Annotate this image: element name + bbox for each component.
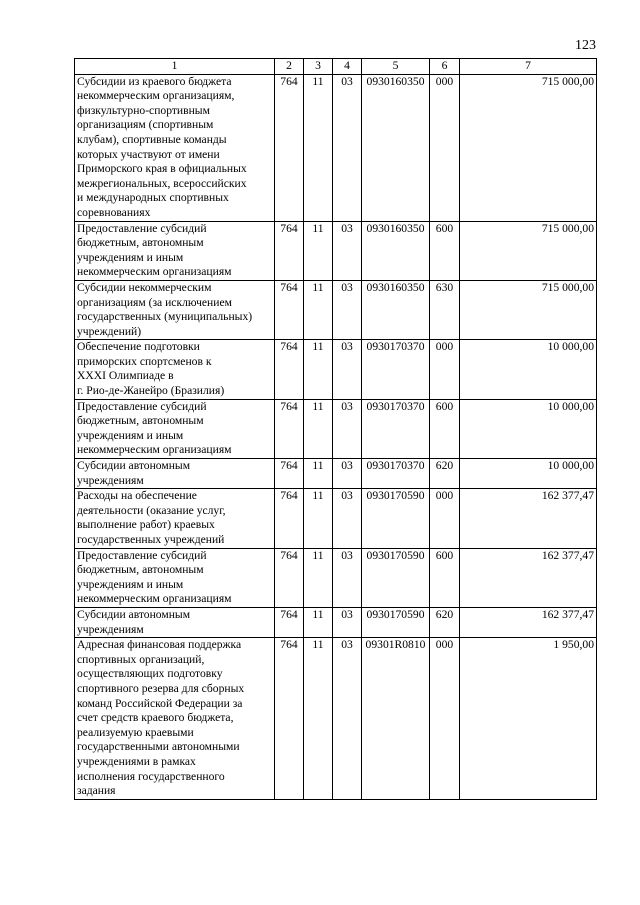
ministry-code-cell: 764 xyxy=(275,548,304,607)
expense-name-cell: Обеспечение подготовки приморских спортсменов к XXXI Олимпиаде в г. Рио-де-Жанейро (Бразилия) xyxy=(75,340,275,399)
ministry-code-cell: 764 xyxy=(275,221,304,280)
expense-type-cell: 000 xyxy=(430,638,460,800)
expense-type-cell: 620 xyxy=(430,607,460,637)
subsection-code-cell: 03 xyxy=(333,399,362,458)
table-row xyxy=(75,548,597,607)
ministry-code-cell: 764 xyxy=(275,459,304,489)
subsection-code-cell: 03 xyxy=(333,638,362,800)
subsection-code-cell: 03 xyxy=(333,607,362,637)
subsection-code-cell: 03 xyxy=(333,280,362,339)
ministry-code-cell: 764 xyxy=(275,638,304,800)
section-code-cell: 11 xyxy=(304,459,333,489)
column-header: 5 xyxy=(362,59,430,75)
amount-cell: 10 000,00 xyxy=(460,459,597,489)
page-number: 123 xyxy=(575,38,596,53)
section-code-cell: 11 xyxy=(304,548,333,607)
section-code-cell: 11 xyxy=(304,221,333,280)
target-article-cell: 0930170590 xyxy=(362,607,430,637)
table-row xyxy=(75,459,597,489)
expense-name-cell: Субсидии из краевого бюджета некоммерческим организациям, физкультурно-спортивным организациям (спортивным клубам), спортивные команды которых участвуют от имени Приморского края в официальных межрегиональных, всероссийских и международных спортивных соревнованиях xyxy=(75,74,275,221)
amount-cell: 10 000,00 xyxy=(460,340,597,399)
ministry-code-cell: 764 xyxy=(275,340,304,399)
header-row xyxy=(75,59,597,75)
target-article-cell: 0930170590 xyxy=(362,548,430,607)
amount-cell: 162 377,47 xyxy=(460,548,597,607)
target-article-cell: 0930170590 xyxy=(362,489,430,548)
subsection-code-cell: 03 xyxy=(333,459,362,489)
ministry-code-cell: 764 xyxy=(275,280,304,339)
expense-type-cell: 630 xyxy=(430,280,460,339)
expense-type-cell: 600 xyxy=(430,221,460,280)
expense-name-cell: Предоставление субсидий бюджетным, автономным учреждениям и иным некоммерческим организациям xyxy=(75,548,275,607)
expense-name-cell: Субсидии некоммерческим организациям (за исключением государственных (муниципальных) учреждений) xyxy=(75,280,275,339)
table-row xyxy=(75,221,597,280)
section-code-cell: 11 xyxy=(304,280,333,339)
ministry-code-cell: 764 xyxy=(275,399,304,458)
ministry-code-cell: 764 xyxy=(275,74,304,221)
table-row xyxy=(75,399,597,458)
expense-type-cell: 620 xyxy=(430,459,460,489)
expense-type-cell: 600 xyxy=(430,548,460,607)
expense-type-cell: 000 xyxy=(430,340,460,399)
expense-name-cell: Предоставление субсидий бюджетным, автономным учреждениям и иным некоммерческим организациям xyxy=(75,399,275,458)
expense-name-cell: Предоставление субсидий бюджетным, автономным учреждениям и иным некоммерческим организациям xyxy=(75,221,275,280)
column-header: 6 xyxy=(430,59,460,75)
table-row xyxy=(75,340,597,399)
column-header: 1 xyxy=(75,59,275,75)
expense-name-cell: Расходы на обеспечение деятельности (оказание услуг, выполнение работ) краевых государственных учреждений xyxy=(75,489,275,548)
table-row xyxy=(75,638,597,800)
subsection-code-cell: 03 xyxy=(333,221,362,280)
target-article-cell: 0930160350 xyxy=(362,280,430,339)
expense-name-cell: Субсидии автономным учреждениям xyxy=(75,607,275,637)
amount-cell: 715 000,00 xyxy=(460,280,597,339)
target-article-cell: 0930160350 xyxy=(362,74,430,221)
target-article-cell: 09301R0810 xyxy=(362,638,430,800)
expense-name-cell: Адресная финансовая поддержка спортивных организаций, осуществляющих подготовку спортивного резерва для сборных команд Российской Федерации за счет средств краевого бюджета, реализуемую краевыми государственными автономными учреждениями в рамках исполнения государственного задания xyxy=(75,638,275,800)
expense-type-cell: 000 xyxy=(430,489,460,548)
expense-name-cell: Субсидии автономным учреждениям xyxy=(75,459,275,489)
expense-type-cell: 000 xyxy=(430,74,460,221)
column-header: 7 xyxy=(460,59,597,75)
table-row xyxy=(75,607,597,637)
section-code-cell: 11 xyxy=(304,74,333,221)
table-row xyxy=(75,74,597,221)
target-article-cell: 0930170370 xyxy=(362,340,430,399)
section-code-cell: 11 xyxy=(304,399,333,458)
table-row xyxy=(75,280,597,339)
section-code-cell: 11 xyxy=(304,607,333,637)
column-header: 3 xyxy=(304,59,333,75)
target-article-cell: 0930160350 xyxy=(362,221,430,280)
subsection-code-cell: 03 xyxy=(333,489,362,548)
section-code-cell: 11 xyxy=(304,638,333,800)
subsection-code-cell: 03 xyxy=(333,548,362,607)
subsection-code-cell: 03 xyxy=(333,340,362,399)
column-header: 4 xyxy=(333,59,362,75)
amount-cell: 1 950,00 xyxy=(460,638,597,800)
amount-cell: 162 377,47 xyxy=(460,607,597,637)
section-code-cell: 11 xyxy=(304,340,333,399)
expense-type-cell: 600 xyxy=(430,399,460,458)
subsection-code-cell: 03 xyxy=(333,74,362,221)
ministry-code-cell: 764 xyxy=(275,607,304,637)
column-header: 2 xyxy=(275,59,304,75)
target-article-cell: 0930170370 xyxy=(362,399,430,458)
ministry-code-cell: 764 xyxy=(275,489,304,548)
section-code-cell: 11 xyxy=(304,489,333,548)
amount-cell: 715 000,00 xyxy=(460,221,597,280)
amount-cell: 10 000,00 xyxy=(460,399,597,458)
amount-cell: 715 000,00 xyxy=(460,74,597,221)
target-article-cell: 0930170370 xyxy=(362,459,430,489)
budget-table xyxy=(74,58,597,800)
amount-cell: 162 377,47 xyxy=(460,489,597,548)
table-row xyxy=(75,489,597,548)
